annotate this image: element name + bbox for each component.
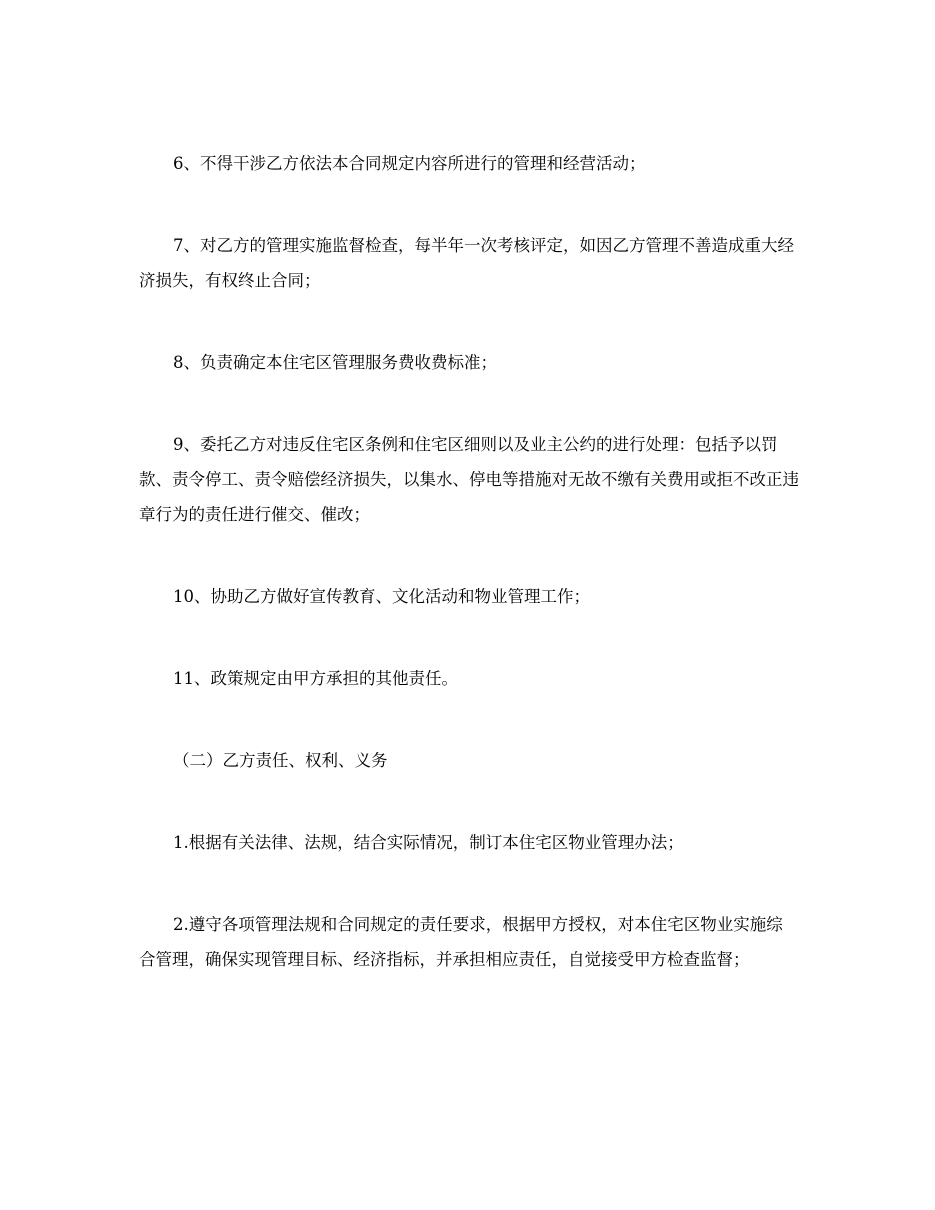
paragraph-item-b2: 2.遵守各项管理法规和合同规定的责任要求，根据甲方授权，对本住宅区物业实施综合管理，确保实现管理目标、经济指标，并承担相应责任，自觉接受甲方检查监督； <box>139 915 783 969</box>
paragraph-item-9: 9、委托乙方对违反住宅区条例和住宅区细则以及业主公约的进行处理：包括予以罚款、责令停工、责令赔偿经济损失，以集水、停电等措施对无故不缴有关费用或拒不改正违章行为的责任进行催交、催改； <box>139 435 799 524</box>
paragraph-item-7: 7、对乙方的管理实施监督检查，每半年一次考核评定，如因乙方管理不善造成重大经济损失，有权终止合同； <box>139 236 794 290</box>
paragraph-item-6: 6、不得干涉乙方依法本合同规定内容所进行的管理和经营活动； <box>173 154 646 173</box>
document-body <box>139 146 799 1024</box>
section-heading-party-b: （二）乙方责任、权利、义务 <box>173 751 388 770</box>
paragraph-item-8: 8、负责确定本住宅区管理服务费收费标准； <box>173 353 497 372</box>
paragraph-item-11: 11、政策规定由甲方承担的其他责任。 <box>173 669 458 688</box>
paragraph-item-b1: 1.根据有关法律、法规，结合实际情况，制订本住宅区物业管理办法； <box>173 833 684 852</box>
paragraph-item-10: 10、协助乙方做好宣传教育、文化活动和物业管理工作； <box>173 587 590 606</box>
